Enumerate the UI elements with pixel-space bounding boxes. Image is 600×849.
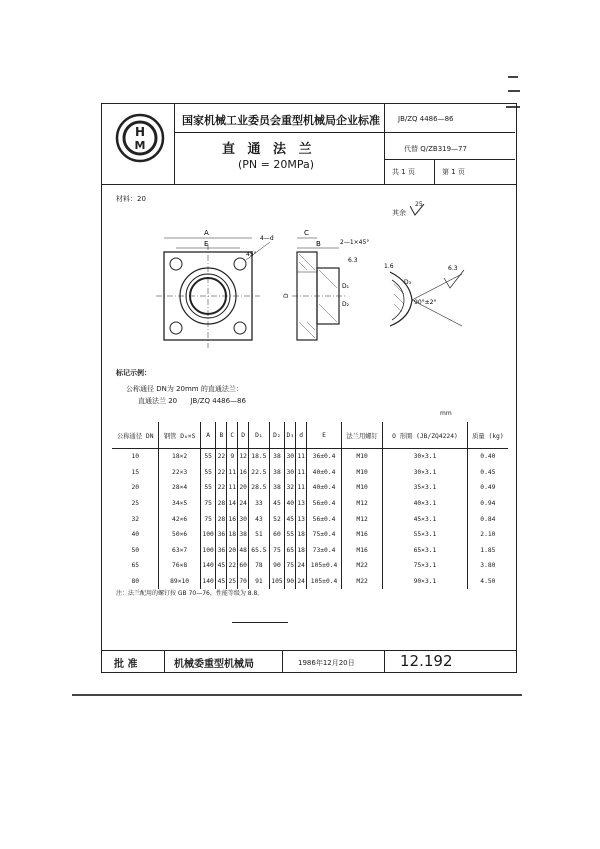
- table-cell: 45: [216, 574, 227, 590]
- roughness-symbol-icon: [410, 204, 426, 216]
- table-cell: 45: [216, 558, 227, 574]
- marking-heading: 标记示例：: [116, 369, 151, 377]
- table-cell: 10: [131, 453, 140, 461]
- svg-text:D₂: D₂: [342, 301, 350, 308]
- standard-sheet: [101, 103, 517, 673]
- table-row: [112, 511, 508, 527]
- table-cell: 91: [249, 574, 270, 590]
- org-logo-icon: [114, 112, 166, 164]
- table-cell: 63×7: [159, 543, 200, 559]
- table-cell: 28: [216, 496, 227, 512]
- col-d3: D₃: [285, 422, 296, 449]
- col-e: E: [307, 422, 342, 449]
- table-cell: 65×3.1: [383, 543, 468, 559]
- col-hole-d: d: [296, 422, 307, 449]
- table-cell: 22×3: [159, 465, 200, 481]
- table-cell: M10: [342, 480, 383, 496]
- table-cell: 52: [269, 511, 285, 527]
- table-cell: 38: [238, 527, 249, 543]
- svg-text:C: C: [304, 229, 309, 237]
- table-cell: 22: [216, 465, 227, 481]
- table-cell: 60: [269, 527, 285, 543]
- table-cell: 20: [131, 484, 140, 492]
- table-row: [112, 574, 508, 590]
- standard-number: JB/ZQ 4486—86: [398, 115, 454, 123]
- table-cell: 30: [285, 449, 296, 465]
- page-number-label: 第 1 页: [442, 168, 465, 176]
- table-cell: 36±0.4: [307, 449, 342, 465]
- table-cell: 38: [269, 465, 285, 481]
- table-cell: M10: [342, 449, 383, 465]
- table-cell: 20: [238, 480, 249, 496]
- table-cell: M10: [342, 465, 383, 481]
- table-cell: 55: [285, 527, 296, 543]
- svg-text:D: D: [283, 293, 290, 298]
- table-cell: 40×3.1: [383, 496, 468, 512]
- svg-text:6.3: 6.3: [448, 265, 458, 272]
- table-cell: 2.10: [467, 527, 508, 543]
- table-cell: 55: [200, 465, 216, 481]
- table-cell: 13: [296, 496, 307, 512]
- table-cell: 55: [200, 449, 216, 465]
- table-cell: 9: [227, 449, 238, 465]
- table-row: [112, 543, 508, 559]
- table-cell: 75: [200, 511, 216, 527]
- table-cell: 34×5: [159, 496, 200, 512]
- table-cell: 50: [131, 546, 140, 554]
- table-cell: 55×3.1: [383, 527, 468, 543]
- doc-title: 直 通 法 兰: [222, 142, 316, 157]
- table-cell: 75×3.1: [383, 558, 468, 574]
- svg-text:D₁: D₁: [342, 283, 350, 290]
- table-cell: 0.45: [467, 465, 508, 481]
- table-cell: 65: [131, 562, 140, 570]
- table-cell: 76×8: [159, 558, 200, 574]
- sheet-page-number: 12.192: [400, 652, 453, 670]
- table-cell: 16: [238, 465, 249, 481]
- table-cell: 20: [227, 543, 238, 559]
- table-cell: 89×10: [159, 574, 200, 590]
- table-cell: 4.50: [467, 574, 508, 590]
- svg-text:D₃: D₃: [404, 279, 412, 286]
- table-cell: 70: [238, 574, 249, 590]
- roughness-value: 25: [415, 201, 423, 208]
- table-cell: 0.40: [467, 449, 508, 465]
- table-cell: 56±0.4: [307, 511, 342, 527]
- table-cell: 24: [238, 496, 249, 512]
- table-cell: 45: [269, 496, 285, 512]
- table-cell: M16: [342, 543, 383, 559]
- col-b: B: [216, 422, 227, 449]
- table-cell: 43: [249, 511, 270, 527]
- table-cell: 75±0.4: [307, 527, 342, 543]
- table-cell: 30×3.1: [383, 449, 468, 465]
- table-cell: 48: [238, 543, 249, 559]
- roughness-note: 其余: [392, 209, 406, 217]
- table-cell: 51: [249, 527, 270, 543]
- table-cell: 40: [285, 496, 296, 512]
- spec-table: [112, 422, 508, 589]
- table-cell: M22: [342, 558, 383, 574]
- svg-text:M: M: [134, 139, 146, 152]
- table-cell: 11: [296, 480, 307, 496]
- table-cell: 30: [238, 511, 249, 527]
- table-cell: 42×6: [159, 511, 200, 527]
- svg-text:6.3: 6.3: [348, 257, 358, 264]
- table-cell: 75: [200, 496, 216, 512]
- table-row: [112, 527, 508, 543]
- table-cell: 18×2: [159, 449, 200, 465]
- table-cell: 32: [131, 515, 140, 523]
- table-cell: 73±0.4: [307, 543, 342, 559]
- table-row: [112, 465, 508, 481]
- material-note: 材料：20: [116, 195, 146, 203]
- svg-text:2—1×45°: 2—1×45°: [340, 239, 370, 246]
- table-cell: 75: [285, 558, 296, 574]
- table-cell: 100: [200, 543, 216, 559]
- table-cell: 22.5: [249, 465, 270, 481]
- svg-text:1.6: 1.6: [384, 263, 394, 270]
- table-cell: 11: [227, 480, 238, 496]
- scan-mark: [72, 694, 522, 696]
- table-cell: 36: [216, 527, 227, 543]
- table-cell: 38: [269, 449, 285, 465]
- svg-text:45°: 45°: [246, 251, 257, 258]
- col-d1: D₁: [249, 422, 270, 449]
- table-cell: 18: [296, 543, 307, 559]
- table-cell: 28: [216, 511, 227, 527]
- table-cell: M22: [342, 574, 383, 590]
- col-a: A: [200, 422, 216, 449]
- table-cell: 78: [249, 558, 270, 574]
- table-cell: 1.85: [467, 543, 508, 559]
- table-cell: 11: [296, 449, 307, 465]
- table-cell: 25: [131, 500, 140, 508]
- table-cell: 30×3.1: [383, 465, 468, 481]
- col-oring: O 形圈 (JB/ZQ4224): [383, 422, 468, 449]
- table-cell: 75: [269, 543, 285, 559]
- table-row: [112, 558, 508, 574]
- table-cell: 105±0.4: [307, 574, 342, 590]
- table-cell: 0.84: [467, 511, 508, 527]
- table-cell: 18: [227, 527, 238, 543]
- table-cell: 0.49: [467, 480, 508, 496]
- table-cell: 56±0.4: [307, 496, 342, 512]
- table-cell: 45×3.1: [383, 511, 468, 527]
- flange-drawing: [142, 222, 482, 362]
- table-cell: 28×4: [159, 480, 200, 496]
- unit-label: mm: [440, 410, 452, 417]
- table-cell: 0.94: [467, 496, 508, 512]
- table-cell: 90: [269, 558, 285, 574]
- table-cell: 65.5: [249, 543, 270, 559]
- table-row: [112, 496, 508, 512]
- svg-text:E: E: [204, 240, 209, 248]
- table-cell: 24: [296, 574, 307, 590]
- table-cell: 11: [296, 465, 307, 481]
- table-cell: 90×3.1: [383, 574, 468, 590]
- table-cell: 140: [200, 574, 216, 590]
- svg-text:A: A: [204, 229, 209, 237]
- table-cell: M12: [342, 496, 383, 512]
- table-cell: 32: [285, 480, 296, 496]
- approve-label: 批 准: [114, 659, 138, 670]
- col-d2: D₂: [269, 422, 285, 449]
- table-cell: 30: [285, 465, 296, 481]
- table-cell: 38: [269, 480, 285, 496]
- table-cell: 33: [249, 496, 270, 512]
- approver: 机械委重型机械局: [174, 659, 254, 670]
- table-cell: 40±0.4: [307, 480, 342, 496]
- table-cell: 24: [296, 558, 307, 574]
- table-row: [112, 480, 508, 496]
- table-cell: 90: [285, 574, 296, 590]
- table-cell: 16: [227, 511, 238, 527]
- marking-line-1: 公称通径 DN为 20mm 的直通法兰：: [126, 385, 243, 393]
- table-cell: 35×3.1: [383, 480, 468, 496]
- col-dn: 公称通径 DN: [112, 422, 159, 449]
- table-cell: 105: [269, 574, 285, 590]
- table-cell: 22: [216, 449, 227, 465]
- table-cell: 18.5: [249, 449, 270, 465]
- doc-subtitle: (PN = 20MPa): [238, 158, 315, 171]
- table-cell: 50×6: [159, 527, 200, 543]
- table-cell: 18: [296, 527, 307, 543]
- table-cell: 55: [200, 480, 216, 496]
- table-cell: 22: [216, 480, 227, 496]
- table-cell: 45: [285, 511, 296, 527]
- svg-text:4—d: 4—d: [260, 235, 274, 242]
- col-pipe: 钢管 D₀×S: [159, 422, 200, 449]
- scan-mark: [508, 90, 520, 92]
- approval-date: 1986年12月20日: [298, 659, 355, 667]
- svg-text:B: B: [316, 240, 321, 248]
- table-row: [112, 449, 508, 465]
- svg-text:90°±2°: 90°±2°: [414, 299, 437, 306]
- table-cell: 40±0.4: [307, 465, 342, 481]
- table-cell: 22: [227, 558, 238, 574]
- scan-mark: [508, 76, 518, 78]
- table-cell: 140: [200, 558, 216, 574]
- table-cell: 11: [227, 465, 238, 481]
- table-cell: 36: [216, 543, 227, 559]
- col-screw: 法兰用螺钉: [342, 422, 383, 449]
- table-cell: 13: [296, 511, 307, 527]
- table-cell: M16: [342, 527, 383, 543]
- org-title: 国家机械工业委员会重型机械局企业标准: [182, 114, 380, 127]
- table-cell: 12: [238, 449, 249, 465]
- col-c: C: [227, 422, 238, 449]
- col-mass: 质量 (kg): [467, 422, 508, 449]
- table-cell: 25: [227, 574, 238, 590]
- replaces-note: 代替 Q/ZB319—77: [404, 145, 467, 153]
- table-cell: 28.5: [249, 480, 270, 496]
- table-footnote: 注：法兰配用的螺钉按 GB 70—76，性能等级为 8.8。: [116, 590, 264, 597]
- table-cell: 3.80: [467, 558, 508, 574]
- col-d: D: [238, 422, 249, 449]
- table-cell: 65: [285, 543, 296, 559]
- total-pages: 共 1 页: [392, 168, 415, 176]
- table-cell: 40: [131, 531, 140, 539]
- table-cell: 15: [131, 468, 140, 476]
- spec-table-header-row: [112, 422, 508, 449]
- table-cell: 14: [227, 496, 238, 512]
- table-cell: 60: [238, 558, 249, 574]
- table-cell: 80: [131, 578, 140, 586]
- table-cell: 105±0.4: [307, 558, 342, 574]
- svg-text:H: H: [134, 125, 146, 139]
- marking-line-2: 直通法兰 20 JB/ZQ 4486—86: [138, 397, 246, 405]
- table-cell: M12: [342, 511, 383, 527]
- table-cell: 100: [200, 527, 216, 543]
